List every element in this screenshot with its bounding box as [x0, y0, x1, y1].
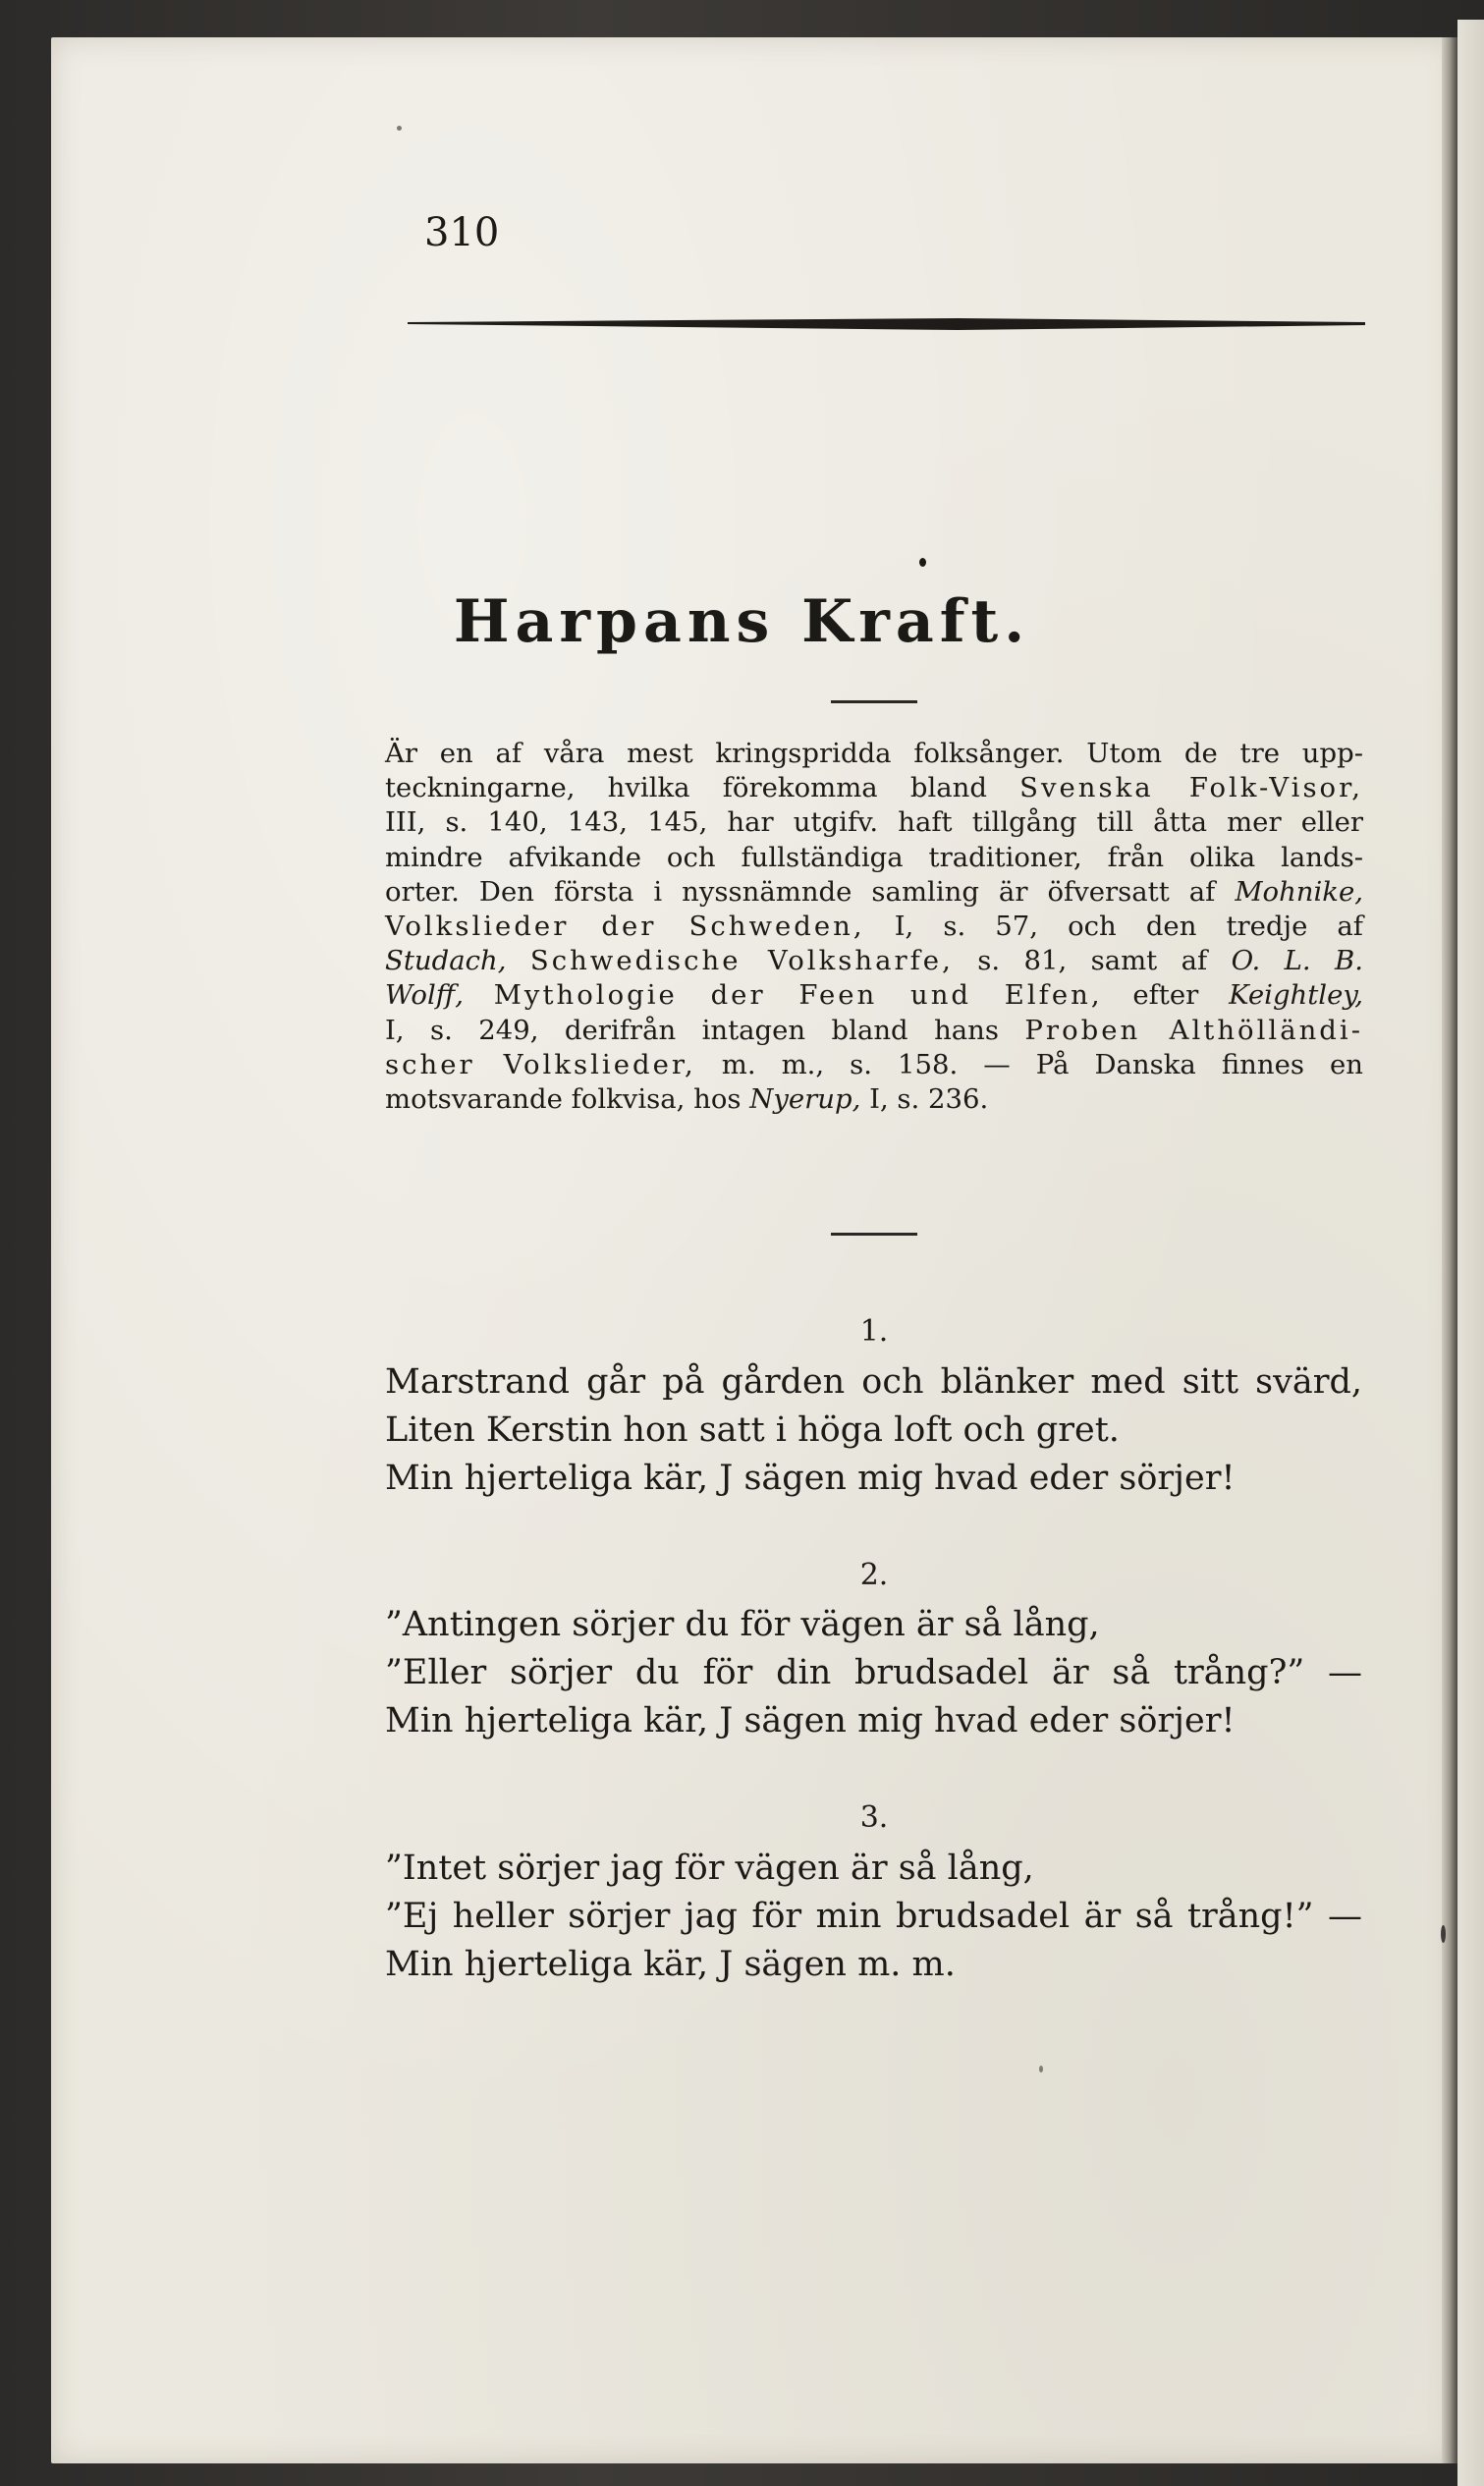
- scan-speck: [1039, 2066, 1043, 2072]
- intro-line: [385, 771, 1363, 805]
- verse-line: ”Antingen sörjer du för vägen är så lång,: [385, 1605, 1100, 1644]
- intro-text: motsvarande folkvisa, hos: [385, 1083, 742, 1116]
- intro-author-name: Nyerup,: [749, 1083, 861, 1116]
- intro-spaced-title: Volkslieder der Schweden,: [385, 911, 865, 943]
- intro-text: I, s. 236.: [869, 1083, 989, 1116]
- intro-line: [385, 944, 1363, 978]
- page-gutter-shadow: [1442, 37, 1457, 2463]
- intro-text: orter. Den första i nyssnämnde samling är öfversatt af: [385, 875, 1216, 908]
- stanza: [385, 1601, 1362, 1745]
- verse-line: ”Ej heller sörjer jag för min brudsadel är så trång!” —: [385, 1897, 1362, 1936]
- intro-line: Är en af våra mest kringspridda folksånger. Utom de tre upp-: [385, 738, 1363, 769]
- page-number: 310: [424, 210, 500, 255]
- intro-text: s. 81, samt af: [977, 945, 1208, 977]
- song-title: Harpans Kraft.: [453, 587, 1031, 656]
- scan-speck: [1441, 1925, 1446, 1943]
- scan-speck: [397, 126, 402, 131]
- stanza-number: 3.: [859, 1800, 889, 1835]
- intro-author-name: Studach,: [385, 945, 507, 977]
- intro-spaced-title: Svenska Folk-Visor,: [1019, 772, 1363, 804]
- verse-line: Marstrand går på gården och blänker med sitt svärd,: [385, 1362, 1362, 1402]
- intro-line: [385, 1048, 1363, 1082]
- adjacent-page-edge: [1457, 20, 1484, 2486]
- verse-line: Liten Kerstin hon satt i höga loft och gret.: [385, 1410, 1120, 1450]
- intro-line: [385, 875, 1363, 910]
- stanza: [385, 1358, 1362, 1503]
- intro-line: [385, 1082, 1363, 1117]
- intro-text: teckningarne, hvilka förekomma bland: [385, 772, 987, 804]
- verse-line: Min hjerteliga kär, J sägen mig hvad eder sörjer!: [385, 1459, 1236, 1498]
- intro-text: m. m., s. 158. — På Danska finnes en: [721, 1048, 1363, 1080]
- ink-dot: [919, 558, 926, 567]
- intro-line: [385, 978, 1363, 1013]
- intro-line: [385, 910, 1363, 944]
- verse-line: Min hjerteliga kär, J sägen m. m.: [385, 1945, 956, 1984]
- section-divider: [831, 1233, 917, 1236]
- stanza-number: 2.: [859, 1558, 889, 1592]
- intro-line: III, s. 140, 143, 145, har utgifv. haft tillgång till åtta mer eller: [385, 806, 1363, 839]
- intro-author-name: Keightley,: [1229, 979, 1363, 1012]
- book-page: [51, 37, 1456, 2463]
- intro-line: [385, 1014, 1363, 1048]
- intro-author-name: Mohnike,: [1235, 875, 1363, 908]
- verse-line: Min hjerteliga kär, J sägen mig hvad eder sörjer!: [385, 1701, 1236, 1740]
- intro-text: I, s. 249, derifrån intagen bland hans: [385, 1014, 999, 1046]
- intro-author-name: O. L. B.: [1231, 945, 1363, 977]
- intro-text: I, s. 57, och den tredje af: [894, 911, 1363, 943]
- intro-spaced-title: Proben Althölländi-: [1024, 1014, 1363, 1046]
- intro-author-name: Wolff,: [385, 979, 464, 1012]
- intro-spaced-title: Schwedische Volksharfe,: [529, 945, 954, 977]
- introduction-paragraph: [385, 737, 1363, 1117]
- verse-line: ”Intet sörjer jag för vägen är så lång,: [385, 1849, 1034, 1888]
- header-rule: [408, 316, 1365, 332]
- intro-line: mindre afvikande och fullständiga traditioner, från olika lands-: [385, 841, 1363, 873]
- intro-text: efter: [1132, 979, 1199, 1012]
- stanza: [385, 1845, 1362, 1989]
- title-divider: [831, 700, 917, 703]
- stanza-number: 1.: [859, 1314, 889, 1349]
- verse-line: ”Eller sörjer du för din brudsadel är så trång?” —: [385, 1653, 1362, 1692]
- intro-spaced-title: scher Volkslieder,: [385, 1048, 696, 1080]
- intro-spaced-title: Mythologie der Feen und Elfen,: [493, 979, 1103, 1012]
